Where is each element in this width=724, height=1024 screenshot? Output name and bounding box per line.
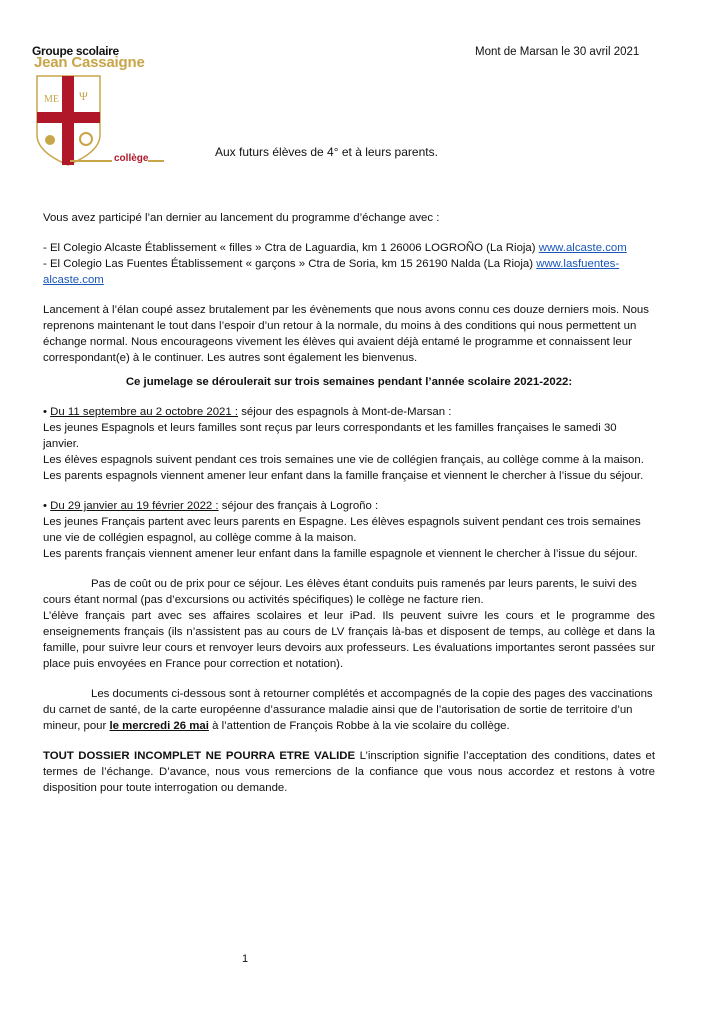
incomplete-warning: TOUT DOSSIER INCOMPLET NE POURRA ETRE VALIDE <box>43 750 356 762</box>
page-number: 1 <box>242 953 249 965</box>
svg-text:ME: ME <box>44 94 59 105</box>
school-logo <box>30 40 180 170</box>
period-1-line: Les jeunes Espagnols et leurs familles sont reçus par leurs correspondants et les familles françaises le samedi 30 janvier. <box>43 422 617 450</box>
school-alcaste: - El Colegio Alcaste Établissement « filles » Ctra de Laguardia, km 1 26006 LOGROÑO (La Rioja) www.alcaste.com <box>43 242 627 254</box>
period-2-header: • Du 29 janvier au 19 février 2022 : séjour des français à Logroño : <box>43 500 379 512</box>
period-1-header: • Du 11 septembre au 2 octobre 2021 : séjour des espagnols à Mont-de-Marsan : <box>43 406 452 418</box>
letter-body <box>43 210 655 796</box>
documents-paragraph: Les documents ci-dessous sont à retourner complétés et accompagnés de la copie des pages des vaccinations du carnet de santé, de la carte européenne d’assurance maladie ainsi que de l’autorisation de sortie de territoire d’un mineur, pour le mercredi 26 mai à l’attention de François Robbe à la vie scolaire du collège. <box>43 688 653 732</box>
period-2-dates: Du 29 janvier au 19 février 2022 : <box>50 500 219 512</box>
lasfuentes-link[interactable]: www.lasfuentes-alcaste.com <box>43 258 620 286</box>
section-heading: Ce jumelage se déroulerait sur trois semaines pendant l’année scolaire 2021-2022: <box>125 376 573 388</box>
ipad-paragraph: L’élève français part avec ses affaires scolaires et leur iPad. Ils peuvent suivre les cours et le programme des enseignements français (ils n’assistent pas au cours de LV français là-bas et disposent de temps, au collège et dans la famille, pour suivre leur cours et renvoyer leurs devoirs aux professeurs. Les évaluations importantes seront passées sur place puis envoyées en France pour correction et notation). <box>43 610 655 670</box>
period-1-line: Les parents espagnols viennent amener leur enfant dans la famille française et viennent le chercher à l’issue du séjour. <box>43 470 644 482</box>
closing-paragraph: TOUT DOSSIER INCOMPLET NE POURRA ETRE VALIDE L’inscription signifie l’acceptation des conditions, dates et termes de l’échange. D’avance, nous vous remercions de la confiance que vous nous accordez et restons à votre disposition pour toute interrogation ou demande. <box>43 750 655 794</box>
period-2-line: Les parents français viennent amener leur enfant dans la famille espagnole et viennent le chercher à l’issue du séjour. <box>43 548 638 560</box>
logo-college-label: collège <box>114 153 149 164</box>
cost-paragraph: Pas de coût ou de prix pour ce séjour. Les élèves étant conduits puis ramenés par leurs parents, le suivi des cours étant normal (pas d’excursions ou activités spécifiques) le collège ne facture rien. <box>43 578 637 606</box>
period-1-line: Les élèves espagnols suivent pendant ces trois semaines une vie de collégien français, au collège comme à la maison. <box>43 454 644 466</box>
school-lasfuentes: - El Colegio Las Fuentes Établissement « garçons » Ctra de Soria, km 15 26190 Nalda (La Rioja) www.lasfuentes-alcaste.com <box>43 258 620 286</box>
intro-text: Vous avez participé l’an dernier au lancement du programme d’échange avec : <box>43 212 440 224</box>
addressee: Aux futurs élèves de 4° et à leurs parents. <box>215 145 438 159</box>
period-1-dates: Du 11 septembre au 2 octobre 2021 : <box>50 406 239 418</box>
period-2-line: Les jeunes Français partent avec leurs parents en Espagne. Les élèves espagnols suivent pendant ces trois semaines une vie de collégien espagnol, au collège comme à la maison. <box>43 516 641 544</box>
svg-text:Ψ: Ψ <box>79 89 88 103</box>
logo-school-name: Jean Cassaigne <box>34 54 145 71</box>
logo-group-label: Groupe scolaire <box>32 44 119 58</box>
relaunch-paragraph: Lancement à l’élan coupé assez brutalement par les évènements que nous avons connu ces douze derniers mois. Nous reprenons maintenant le tout dans l’espoir d’un retour à la normale, du moins à des conditions qui nous permettent un échange normal. Nous encourageons vivement les élèves qui avaient déjà entamé le programme et connaissent leur correspondant(e) à le continuer. Les autres sont également les bienvenus. <box>43 304 649 364</box>
deadline: le mercredi 26 mai <box>109 720 209 732</box>
date-line: Mont de Marsan le 30 avril 2021 <box>475 46 640 58</box>
alcaste-link[interactable]: www.alcaste.com <box>538 242 627 254</box>
